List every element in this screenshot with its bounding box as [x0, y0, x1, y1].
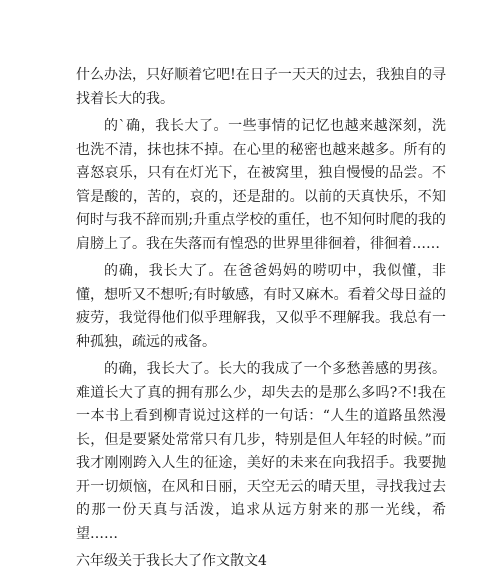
paragraph-4: 的确，我长大了。长大的我成了一个多愁善感的男孩。难道长大了真的拥有那么少，却失去的是那么多吗?不!我在一本书上看到柳青说过这样的一句话：“人生的道路虽然漫长，但是要紧处常常只有几步，特别是但人年轻的时候。”而我才刚刚跨入人生的征途，美好的未来在向我招手。我要抛开一切烦恼，在风和日丽，天空无云的晴天里，寻找我过去的那一份天真与活泼，追求从远方射来的那一光线，希望…… — [76, 361, 446, 542]
paragraph-2: 的`确，我长大了。一些事情的记忆也越来越深刻，洗也洗不清，抹也抹不掉。在心里的秘密也越来越多。所有的喜怒哀乐，只有在灯光下，在被窝里，独自慢慢的品尝。不管是酸的，苦的，哀的，还是甜的。以前的天真快乐，不知何时与我不辞而别;升重点学校的重任，也不知何时爬的我的肩膀上了。我在失落而有惶恐的世界里徘徊着，徘徊着…… — [76, 118, 446, 252]
article-body — [76, 64, 446, 574]
paragraph-3: 的确，我长大了。在爸爸妈妈的唠叨中，我似懂，非懂，想听又不想听;有时敏感，有时又麻木。看着父母日益的疲劳，我觉得他们似乎理解我，又似乎不理解我。我总有一种孤独，疏远的戒备。 — [76, 263, 446, 350]
paragraph-1: 什么办法，只好顺着它吧!在日子一天天的过去，我独自的寻找着长大的我。 — [76, 67, 446, 107]
section-heading: 六年级关于我长大了作文散文4 — [76, 553, 267, 569]
